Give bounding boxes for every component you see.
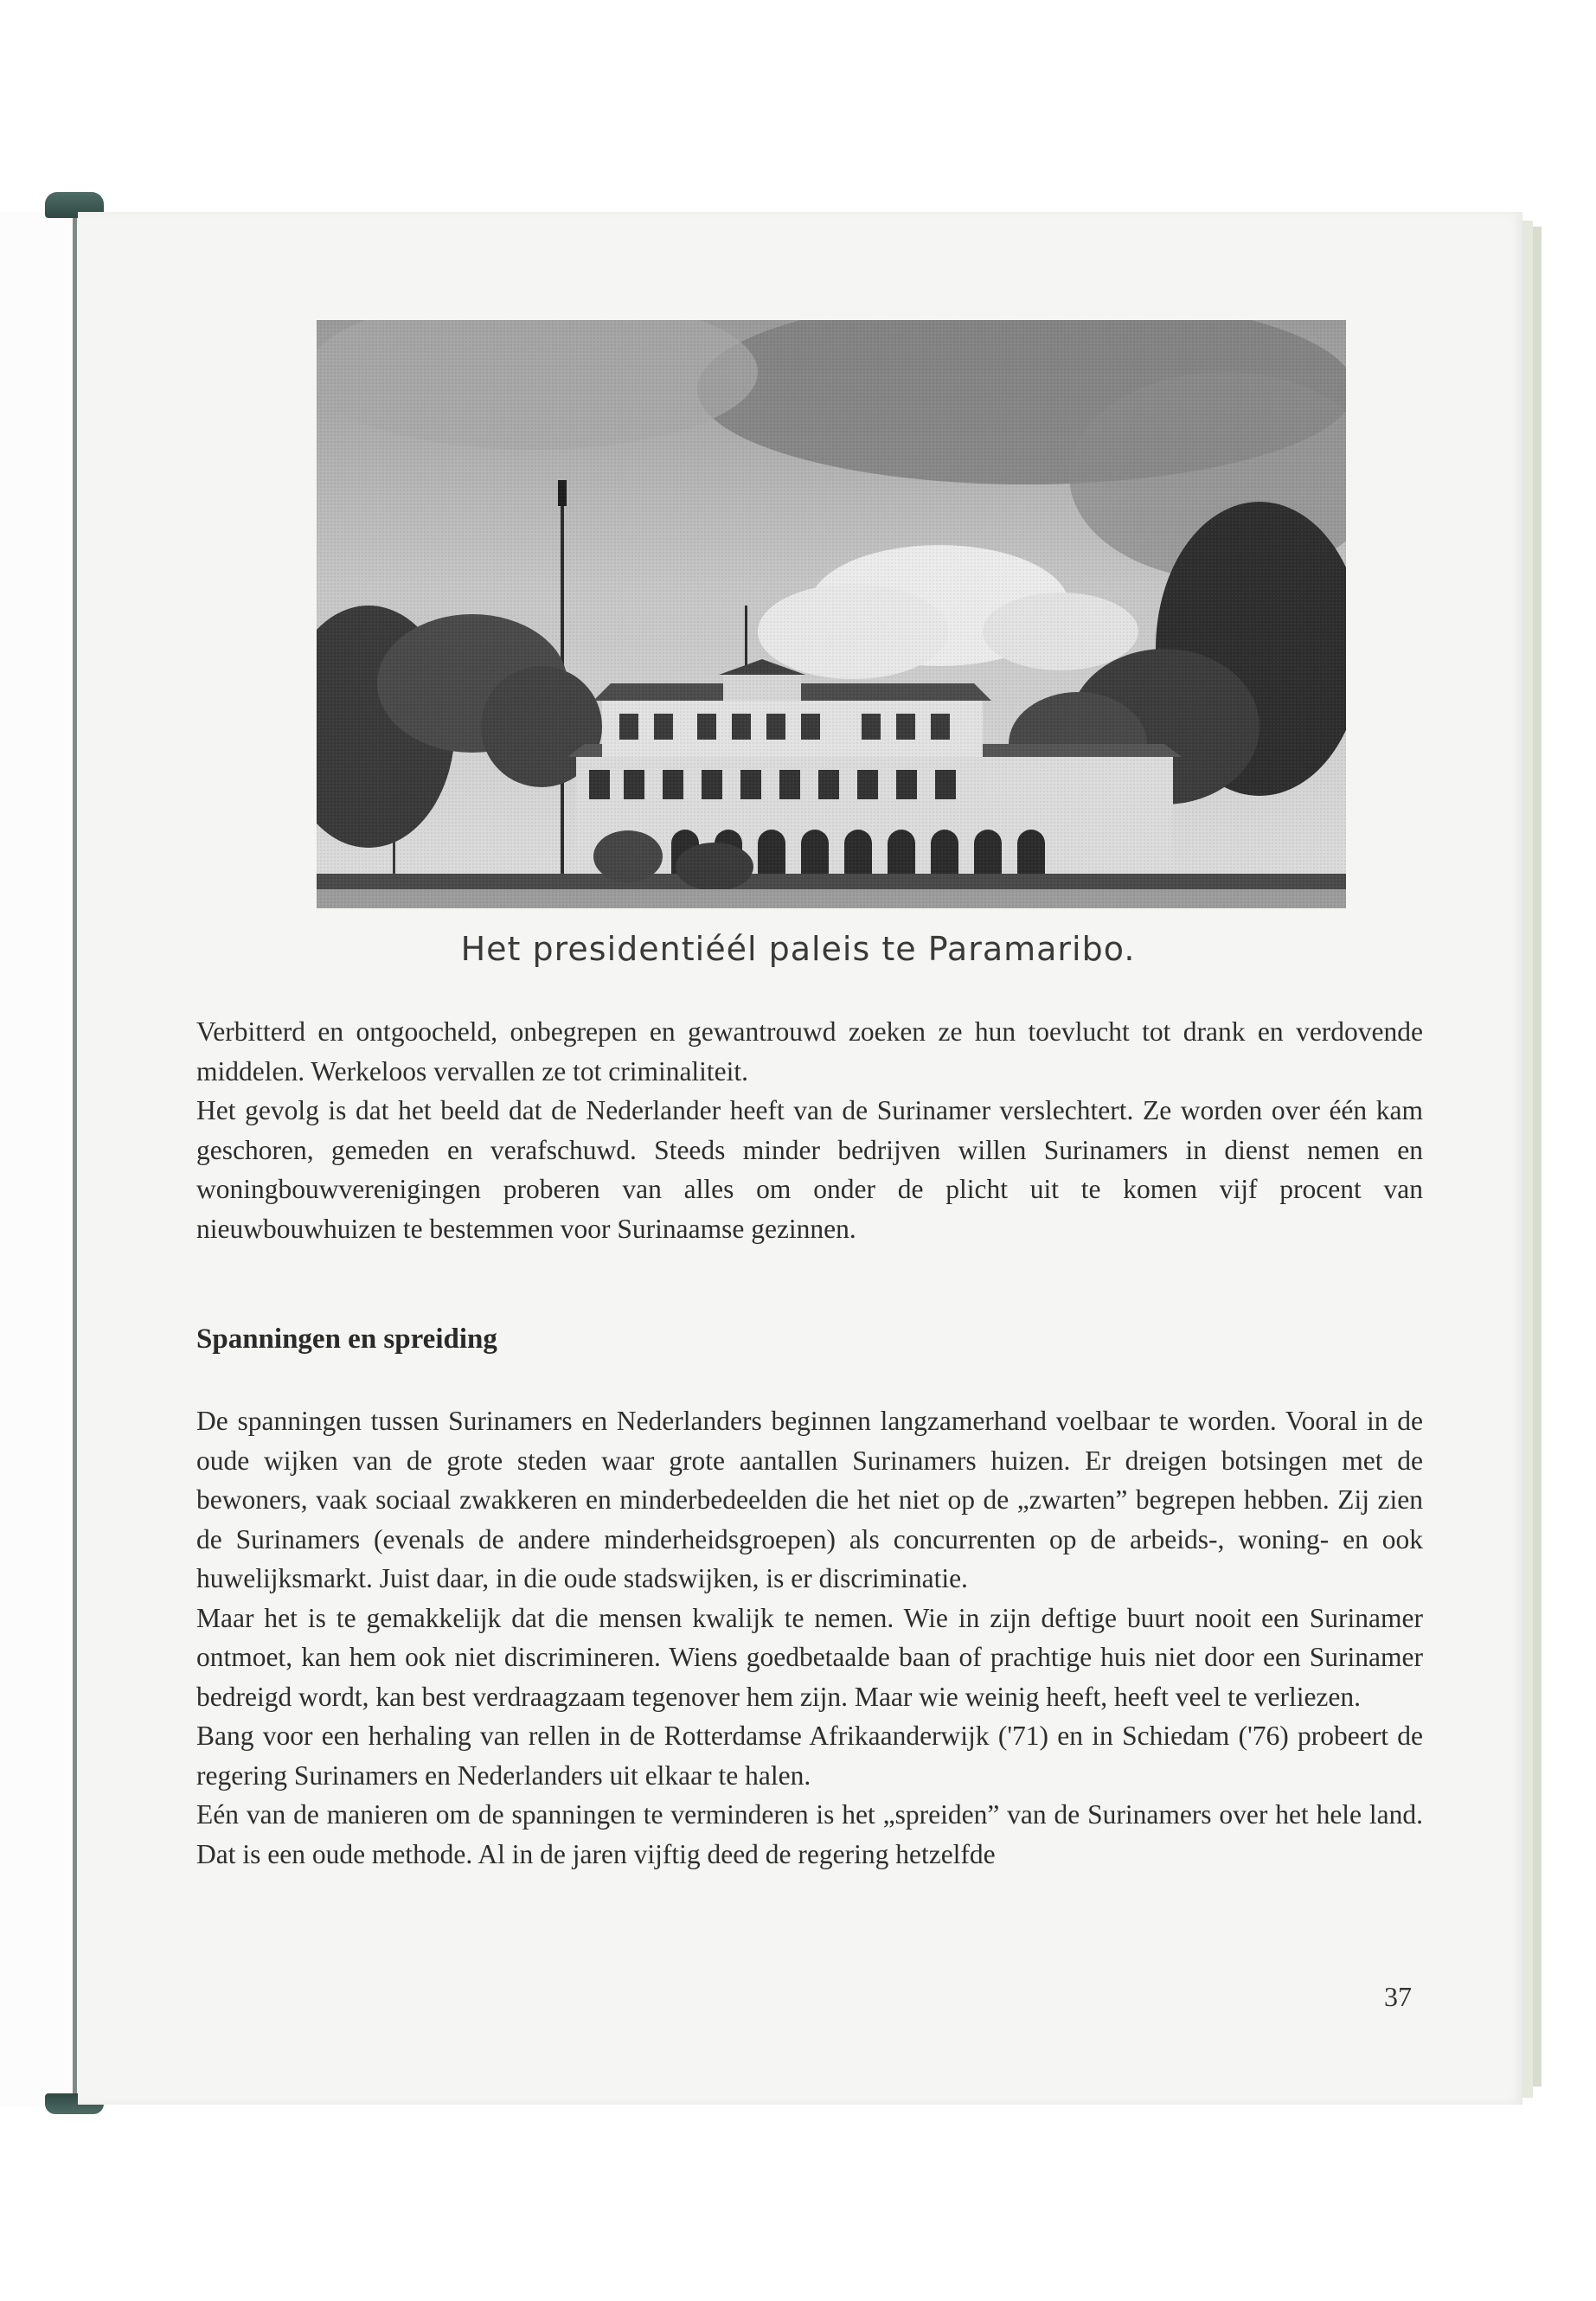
paragraph: Maar het is te gemakkelijk dat die mensen kwalijk te nemen. Wie in zijn deftige buurt nooit een Surinamer ontmoet, kan hem ook niet discrimineren. Wiens goedbetaalde baan of prachtige huis niet door een Surinamer bedreigd wordt, kan best verdraagzaam tegenover hem zijn. Maar wie weinig heeft, heeft veel te verliezen. <box>196 1602 1423 1712</box>
spine-edge <box>73 216 77 2098</box>
paragraph: Eén van de manieren om de spanningen te verminderen is het „spreiden” van de Surinamers over het hele land. Dat is een oude methode. Al in de jaren vijftig deed de regering hetzelfde <box>196 1799 1423 1869</box>
section-text <box>196 1401 1423 1874</box>
section-heading: Spanningen en spreiding <box>196 1324 497 1355</box>
paragraph: Verbitterd en ontgoocheld, onbegrepen en gewantrouwd zoeken ze hun toevlucht tot drank en verdovende middelen. Werkeloos vervallen ze tot criminaliteit. <box>196 1016 1423 1086</box>
intro-text <box>196 1012 1423 1248</box>
palace-photo <box>317 320 1346 908</box>
paragraph: De spanningen tussen Surinamers en Nederlanders beginnen langzamerhand voelbaar te worden. Vooral in de oude wijken van de grote steden waar grote aantallen Surinamers huizen. Er dreigen botsingen met de bewoners, vaak sociaal zwakkeren en minderbedeelden die het niet op de „zwarten” begrepen hebben. Zij zien de Surinamers (evenals de andere minderheidsgroepen) als concurrenten op de arbeids-, woning- en ook huwelijksmarkt. Juist daar, in die oude stadswijken, is er discriminatie. <box>196 1406 1423 1593</box>
paragraph: Bang voor een herhaling van rellen in de Rotterdamse Afrikaanderwijk ('71) en in Schiedam ('76) probeert de regering Surinamers en Nederlanders uit elkaar te halen. <box>196 1721 1423 1791</box>
page-number: 37 <box>1384 1981 1412 2012</box>
page-edges-back <box>1533 227 1542 2086</box>
paragraph: Het gevolg is dat het beeld dat de Nederlander heeft van de Surinamer verslechtert. Ze worden over één kam geschoren, gemeden en verafschuwd. Steeds minder bedrijven willen Surinamers in dienst nemen en woningbouwverenigingen proberen van alles om onder de plicht uit te komen vijf procent van nieuwbouwhuizen te bestemmen voor Surinaamse gezinnen. <box>196 1095 1423 1244</box>
page-edges <box>1522 221 1533 2098</box>
figure-caption: Het presidentiéél paleis te Paramaribo. <box>460 930 1136 968</box>
book-spine <box>0 212 83 2106</box>
